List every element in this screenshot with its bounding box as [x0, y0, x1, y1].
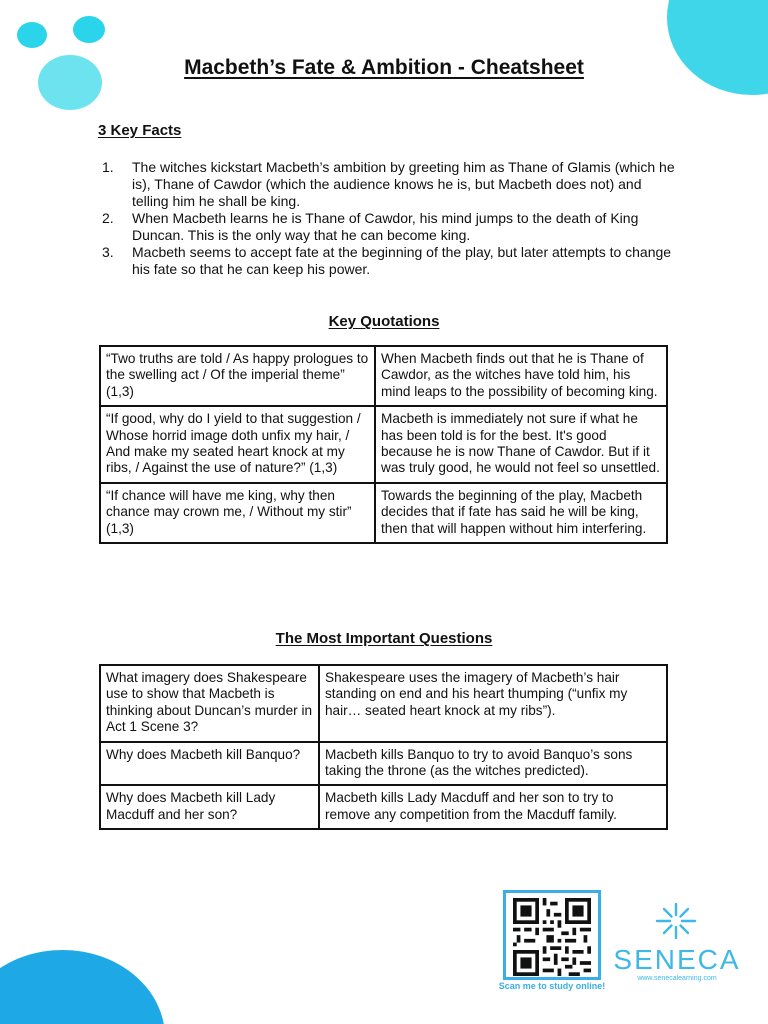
key-quotations-table	[99, 345, 668, 544]
key-facts-heading: 3 Key Facts	[98, 122, 182, 139]
list-item	[98, 159, 678, 210]
question-cell: Why does Macbeth kill Banquo?	[100, 742, 319, 786]
list-number: 1.	[102, 159, 114, 175]
question-cell: Why does Macbeth kill Lady Macduff and her son?	[100, 785, 319, 829]
answer-cell: Macbeth kills Lady Macduff and her son to try to remove any competition from the Macduff family.	[319, 785, 667, 829]
list-number: 3.	[102, 244, 114, 260]
analysis-cell: When Macbeth finds out that he is Thane of Cawdor, as the witches have told him, his mind leaps to the possibility of becoming king.	[375, 346, 667, 406]
list-text: The witches kickstart Macbeth’s ambition by greeting him as Thane of Glamis (which he is), Thane of Cawdor (which the audience knows he is, but Macbeth does not) and telling him he shall be king.	[132, 159, 675, 209]
quote-cell: “Two truths are told / As happy prologues to the swelling act / Of the imperial theme” (1,3)	[100, 346, 375, 406]
list-item	[98, 244, 678, 278]
quote-cell: “If good, why do I yield to that suggestion / Whose horrid image doth unfix my hair, / And make my seated heart knock at my ribs, / Against the use of nature?” (1,3)	[100, 406, 375, 483]
answer-cell: Shakespeare uses the imagery of Macbeth’s hair standing on end and his heart thumping (“unfix my hair… seated heart knock at my ribs”).	[319, 665, 667, 742]
important-questions-heading: The Most Important Questions	[275, 630, 493, 647]
key-quotations-heading: Key Quotations	[328, 313, 440, 330]
analysis-cell: Towards the beginning of the play, Macbeth decides that if fate has said he will be king, then that will happen without him interfering.	[375, 483, 667, 543]
qr-code-icon	[513, 898, 591, 976]
page-title: Macbeth’s Fate & Ambition - Cheatsheet	[184, 56, 584, 79]
table-row	[100, 742, 667, 786]
quote-cell: “If chance will have me king, why then chance may crown me, / Without my stir” (1,3)	[100, 483, 375, 543]
table-row	[100, 346, 667, 406]
decorative-blob	[73, 16, 105, 43]
decorative-blob	[17, 22, 47, 48]
list-text: When Macbeth learns he is Thane of Cawdor, his mind jumps to the death of King Duncan. This is the only way that he can become king.	[132, 210, 639, 243]
table-row	[100, 785, 667, 829]
qr-code[interactable]	[503, 890, 601, 980]
important-questions-table	[99, 664, 668, 830]
brand-url[interactable]: www.senecalearning.com	[637, 975, 717, 982]
qr-caption: Scan me to study online!	[498, 981, 606, 991]
answer-cell: Macbeth kills Banquo to try to avoid Banquo’s sons taking the throne (as the witches predicted).	[319, 742, 667, 786]
list-number: 2.	[102, 210, 114, 226]
list-item	[98, 210, 678, 244]
brand-name: SENECA	[613, 944, 741, 975]
table-row	[100, 665, 667, 742]
table-row	[100, 483, 667, 543]
decorative-blob	[667, 0, 768, 95]
key-facts-list	[98, 159, 678, 278]
table-row	[100, 406, 667, 483]
decorative-blob	[0, 950, 165, 1024]
list-text: Macbeth seems to accept fate at the beginning of the play, but later attempts to change his fate so that he can keep his power.	[132, 244, 672, 277]
seneca-logo-icon	[654, 901, 698, 941]
analysis-cell: Macbeth is immediately not sure if what he has been told is for the best. It's good because he is now Thane of Cawdor. But if it was truly good, he would not feel so unsettled.	[375, 406, 667, 483]
question-cell: What imagery does Shakespeare use to show that Macbeth is thinking about Duncan’s murder in Act 1 Scene 3?	[100, 665, 319, 742]
